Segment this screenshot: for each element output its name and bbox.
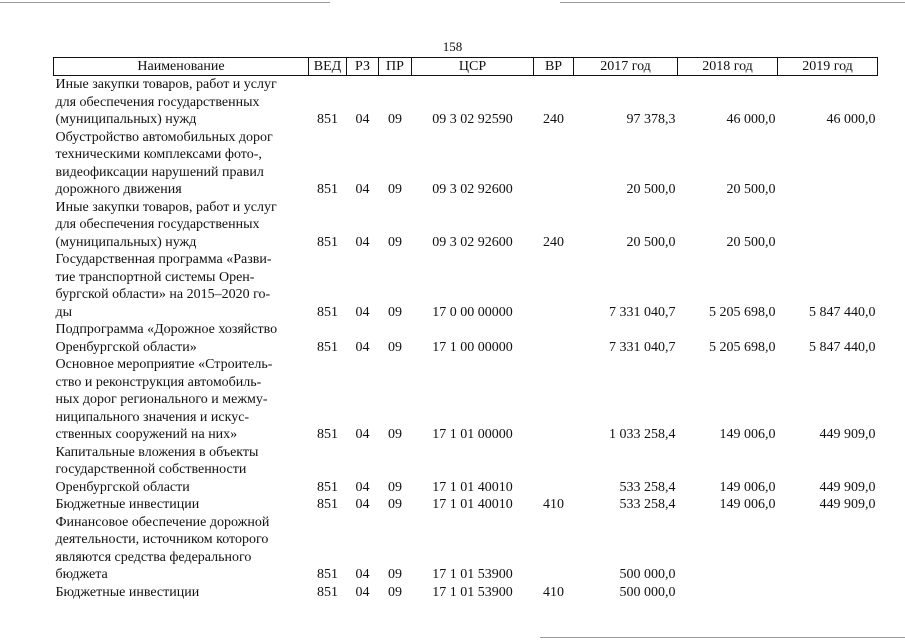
- table-body: [54, 76, 878, 602]
- item-name-line: (муниципальных) нужд: [55, 234, 197, 250]
- ved-cell: 851: [317, 112, 338, 127]
- item-name-line: (муниципальных) нужд: [55, 112, 197, 127]
- vr-cell: [534, 251, 574, 321]
- pr-cell: 09: [388, 112, 402, 127]
- item-name-line: деятельности, источником которого: [55, 532, 269, 547]
- table-row: [54, 496, 878, 514]
- item-name-cell: [54, 356, 309, 444]
- item-name-line: для обеспечения государственных: [55, 217, 260, 232]
- table-row: [54, 444, 878, 497]
- item-name-cell: [54, 496, 309, 514]
- amount-2019-cell: [778, 514, 878, 584]
- ved-cell: 851: [317, 567, 338, 582]
- item-name-cell: [54, 199, 309, 252]
- amount-2018-cell: 5 205 698,0: [709, 304, 776, 320]
- amount-2019-cell: 449 909,0: [819, 497, 876, 512]
- scan-artifact-top-left: [0, 2, 330, 3]
- item-name-line: Бюджетные инвестиции: [55, 584, 200, 600]
- amount-2017-cell: 20 500,0: [626, 234, 676, 250]
- csr-cell: 17 1 01 53900: [432, 584, 513, 600]
- amount-2017-cell: 1 033 258,4: [609, 427, 676, 442]
- column-header-2019: 2019 год: [778, 58, 878, 76]
- column-header-name: Наименование: [54, 58, 309, 76]
- amount-2019-cell: [778, 584, 878, 602]
- column-header-2018: 2018 год: [678, 58, 778, 76]
- item-name-line: дорожного движения: [55, 182, 182, 197]
- item-name-line: Государственная программа «Разви-: [55, 252, 272, 267]
- ved-cell: 851: [317, 234, 338, 250]
- amount-2019-cell: 5 847 440,0: [809, 339, 876, 355]
- amount-2017-cell: 500 000,0: [619, 567, 676, 582]
- amount-2018-cell: 5 205 698,0: [709, 339, 776, 355]
- item-name-line: техническими комплексами фото-,: [55, 147, 262, 162]
- vr-cell: [534, 514, 574, 584]
- ved-cell: 851: [317, 427, 338, 442]
- csr-cell: 17 0 00 00000: [432, 304, 513, 320]
- item-name-line: являются средства федерального: [55, 549, 252, 565]
- pr-cell: 09: [388, 234, 402, 250]
- csr-cell: 09 3 02 92600: [432, 182, 513, 197]
- item-name-line: Основное мероприятие «Строитель-: [55, 357, 273, 372]
- csr-cell: 09 3 02 92600: [432, 234, 513, 250]
- amount-2017-cell: 7 331 040,7: [609, 339, 676, 355]
- amount-2018-cell: 20 500,0: [726, 234, 776, 250]
- ved-cell: 851: [317, 497, 338, 512]
- ved-cell: 851: [317, 182, 338, 197]
- table-row: [54, 321, 878, 356]
- item-name-cell: [54, 514, 309, 584]
- item-name-line: Обустройство автомобильных дорог: [55, 129, 273, 145]
- budget-table: [53, 57, 878, 601]
- table-row: [54, 251, 878, 321]
- scan-artifact-top-right: [560, 2, 905, 3]
- pr-cell: 09: [388, 479, 402, 495]
- amount-2017-cell: 533 258,4: [619, 497, 676, 512]
- amount-2017-cell: 500 000,0: [619, 584, 676, 600]
- table-row: [54, 199, 878, 252]
- item-name-cell: [54, 76, 309, 129]
- item-name-line: ниципального значения и искус-: [55, 409, 250, 425]
- page-number: 158: [442, 39, 463, 54]
- amount-2017-cell: 97 378,3: [626, 112, 676, 127]
- item-name-line: Иные закупки товаров, работ и услуг: [55, 199, 277, 215]
- column-header-csr: ЦСР: [412, 58, 534, 76]
- pr-cell: 09: [388, 567, 402, 582]
- item-name-line: Оренбургской области: [55, 479, 190, 495]
- pr-cell: 09: [388, 584, 402, 600]
- item-name-line: для обеспечения государственных: [55, 94, 260, 110]
- vr-cell: [534, 129, 574, 199]
- amount-2018-cell: [678, 584, 778, 602]
- ved-cell: 851: [317, 339, 338, 355]
- item-name-line: бургской области» на 2015–2020 го-: [55, 287, 271, 302]
- amount-2019-cell: 5 847 440,0: [809, 304, 876, 320]
- column-header-vr: ВР: [534, 58, 574, 76]
- amount-2018-cell: 46 000,0: [726, 112, 776, 127]
- ved-cell: 851: [317, 479, 338, 495]
- pr-cell: 09: [388, 304, 402, 320]
- vr-cell: [534, 444, 574, 497]
- amount-2017-cell: 7 331 040,7: [609, 304, 676, 320]
- vr-cell: 240: [543, 234, 564, 250]
- table-header-row: [54, 58, 878, 76]
- item-name-cell: [54, 321, 309, 356]
- item-name-line: Капитальные вложения в объекты: [55, 444, 259, 460]
- csr-cell: 17 1 01 00000: [432, 427, 513, 442]
- amount-2018-cell: [678, 514, 778, 584]
- ved-cell: 851: [317, 584, 338, 600]
- rz-cell: 04: [355, 339, 370, 355]
- pr-cell: 09: [388, 497, 402, 512]
- amount-2019-cell: 449 909,0: [819, 479, 876, 495]
- item-name-line: ственных сооружений на них»: [55, 427, 238, 442]
- pr-cell: 09: [388, 182, 402, 197]
- table-row: [54, 129, 878, 199]
- item-name-line: бюджета: [55, 567, 108, 582]
- csr-cell: 17 1 01 53900: [432, 567, 513, 582]
- item-name-line: Подпрограмма «Дорожное хозяйство: [55, 322, 278, 337]
- item-name-line: ды: [55, 304, 73, 320]
- amount-2018-cell: 20 500,0: [726, 182, 776, 197]
- column-header-pr: ПР: [379, 58, 412, 76]
- amount-2019-cell: 46 000,0: [826, 112, 876, 127]
- amount-2019-cell: 449 909,0: [819, 427, 876, 442]
- item-name-cell: [54, 251, 309, 321]
- item-name-line: Оренбургской области»: [55, 339, 197, 355]
- item-name-line: Бюджетные инвестиции: [55, 497, 200, 512]
- rz-cell: 04: [355, 479, 370, 495]
- amount-2019-cell: [778, 199, 878, 252]
- column-header-2017: 2017 год: [574, 58, 678, 76]
- item-name-line: Финансовое обеспечение дорожной: [55, 514, 270, 530]
- item-name-cell: [54, 584, 309, 602]
- amount-2018-cell: 149 006,0: [719, 427, 776, 442]
- scan-artifact-bottom: [540, 637, 905, 638]
- rz-cell: 04: [355, 584, 370, 600]
- item-name-cell: [54, 129, 309, 199]
- amount-2018-cell: 149 006,0: [719, 497, 776, 512]
- item-name-line: государственной собственности: [55, 462, 247, 477]
- rz-cell: 04: [355, 427, 370, 442]
- pr-cell: 09: [388, 427, 402, 442]
- item-name-line: ство и реконструкция автомобиль-: [55, 374, 262, 390]
- rz-cell: 04: [355, 234, 370, 250]
- vr-cell: [534, 321, 574, 356]
- pr-cell: 09: [388, 339, 402, 355]
- amount-2019-cell: [778, 129, 878, 199]
- csr-cell: 17 1 01 40010: [432, 497, 513, 512]
- amount-2017-cell: 20 500,0: [626, 182, 676, 197]
- ved-cell: 851: [317, 304, 338, 320]
- vr-cell: [534, 356, 574, 444]
- item-name-line: видеофиксации нарушений правил: [55, 164, 264, 180]
- rz-cell: 04: [355, 112, 370, 127]
- rz-cell: 04: [355, 497, 370, 512]
- rz-cell: 04: [355, 304, 370, 320]
- csr-cell: 17 1 00 00000: [432, 339, 513, 355]
- rz-cell: 04: [355, 567, 370, 582]
- rz-cell: 04: [355, 182, 370, 197]
- vr-cell: 410: [543, 497, 564, 512]
- table-row: [54, 76, 878, 129]
- amount-2017-cell: 533 258,4: [619, 479, 676, 495]
- item-name-line: тие транспортной системы Орен-: [55, 269, 255, 285]
- item-name-cell: [54, 444, 309, 497]
- item-name-line: ных дорог регионального и межму-: [55, 392, 268, 407]
- table-row: [54, 514, 878, 584]
- table-row: [54, 356, 878, 444]
- table-row: [54, 584, 878, 602]
- amount-2018-cell: 149 006,0: [719, 479, 776, 495]
- column-header-rz: РЗ: [347, 58, 379, 76]
- vr-cell: 240: [543, 112, 564, 127]
- column-header-ved: ВЕД: [309, 58, 347, 76]
- csr-cell: 17 1 01 40010: [432, 479, 513, 495]
- vr-cell: 410: [543, 584, 564, 600]
- csr-cell: 09 3 02 92590: [432, 112, 513, 127]
- item-name-line: Иные закупки товаров, работ и услуг: [55, 77, 277, 92]
